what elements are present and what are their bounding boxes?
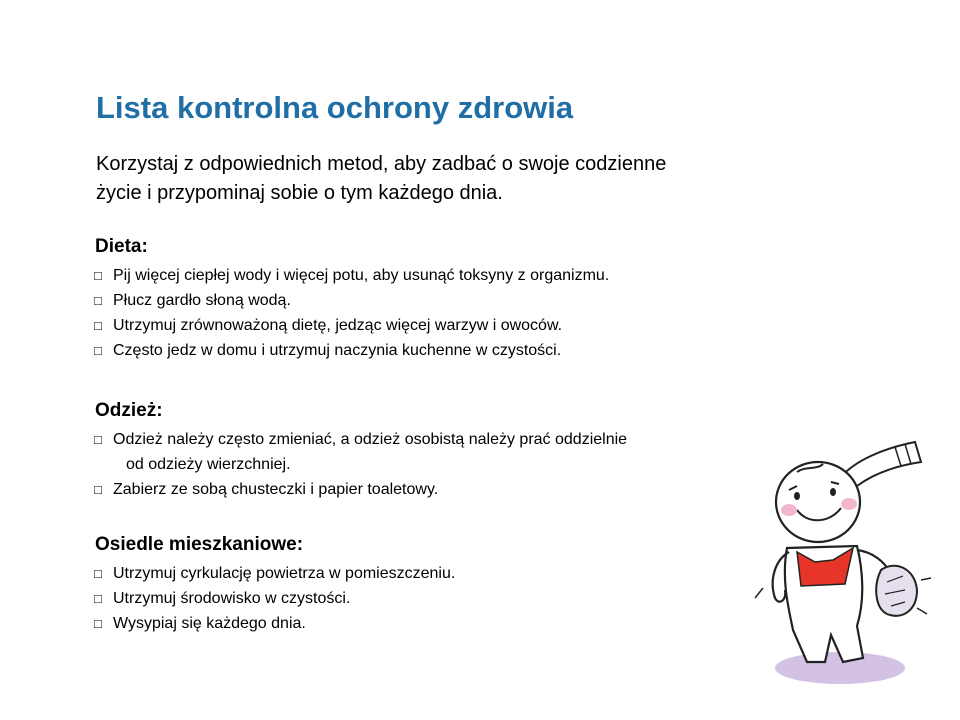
item-text: Zabierz ze sobą chusteczki i papier toaletowy. (113, 481, 439, 498)
section-heading-clothing: Odzież: (95, 400, 163, 421)
section-clothing (94, 398, 814, 502)
checklist-item (94, 288, 814, 313)
checkbox-icon: □ (94, 591, 102, 606)
section-heading-housing: Osiedle mieszkaniowe: (95, 534, 304, 555)
section-heading-diet: Dieta: (95, 236, 148, 257)
item-text: Utrzymuj środowisko w czystości. (113, 590, 351, 607)
checklist-item (94, 313, 814, 338)
section-housing (94, 532, 814, 636)
item-text: Utrzymuj cyrkulację powietrza w pomieszczeniu. (113, 565, 456, 582)
checklist-item (94, 477, 814, 502)
intro-line-1: Korzystaj z odpowiednich metod, aby zadbać o swoje codzienne (96, 153, 667, 175)
item-text: Płucz gardło słoną wodą. (113, 292, 291, 309)
checklist-item (94, 427, 814, 477)
item-text-continuation: od odzieży wierzchniej. (126, 456, 291, 473)
item-text: Utrzymuj zrównoważoną dietę, jedząc więcej warzyw i owoców. (113, 317, 563, 334)
intro-line-2: życie i przypominaj sobie o tym każdego dnia. (96, 182, 503, 204)
checkbox-icon: □ (94, 482, 102, 497)
checkbox-icon: □ (94, 432, 102, 447)
checklist-item (94, 338, 814, 363)
checklist-item (94, 561, 814, 586)
intro-text (96, 150, 816, 208)
item-text: Wysypiaj się każdego dnia. (113, 615, 306, 632)
checklist-item (94, 611, 814, 636)
bag (876, 566, 917, 616)
checklist-item (94, 263, 814, 288)
section-diet (94, 234, 814, 363)
checkbox-icon: □ (94, 343, 102, 358)
checkbox-icon: □ (94, 616, 102, 631)
checkbox-icon: □ (94, 566, 102, 581)
checklist-housing (94, 561, 814, 636)
checklist-clothing (94, 427, 814, 502)
item-text: Często jedz w domu i utrzymuj naczynia kuchenne w czystości. (113, 342, 562, 359)
checklist-diet (94, 263, 814, 363)
item-text: Odzież należy często zmieniać, a odzież osobistą należy prać oddzielnie (113, 431, 628, 448)
checkbox-icon: □ (94, 318, 102, 333)
checkbox-icon: □ (94, 268, 102, 283)
checklist-item (94, 586, 814, 611)
page-title: Lista kontrolna ochrony zdrowia (96, 90, 574, 125)
cartoon-child-illustration (745, 430, 955, 690)
item-text: Pij więcej ciepłej wody i więcej potu, aby usunąć toksyny z organizmu. (113, 267, 610, 284)
checkbox-icon: □ (94, 293, 102, 308)
